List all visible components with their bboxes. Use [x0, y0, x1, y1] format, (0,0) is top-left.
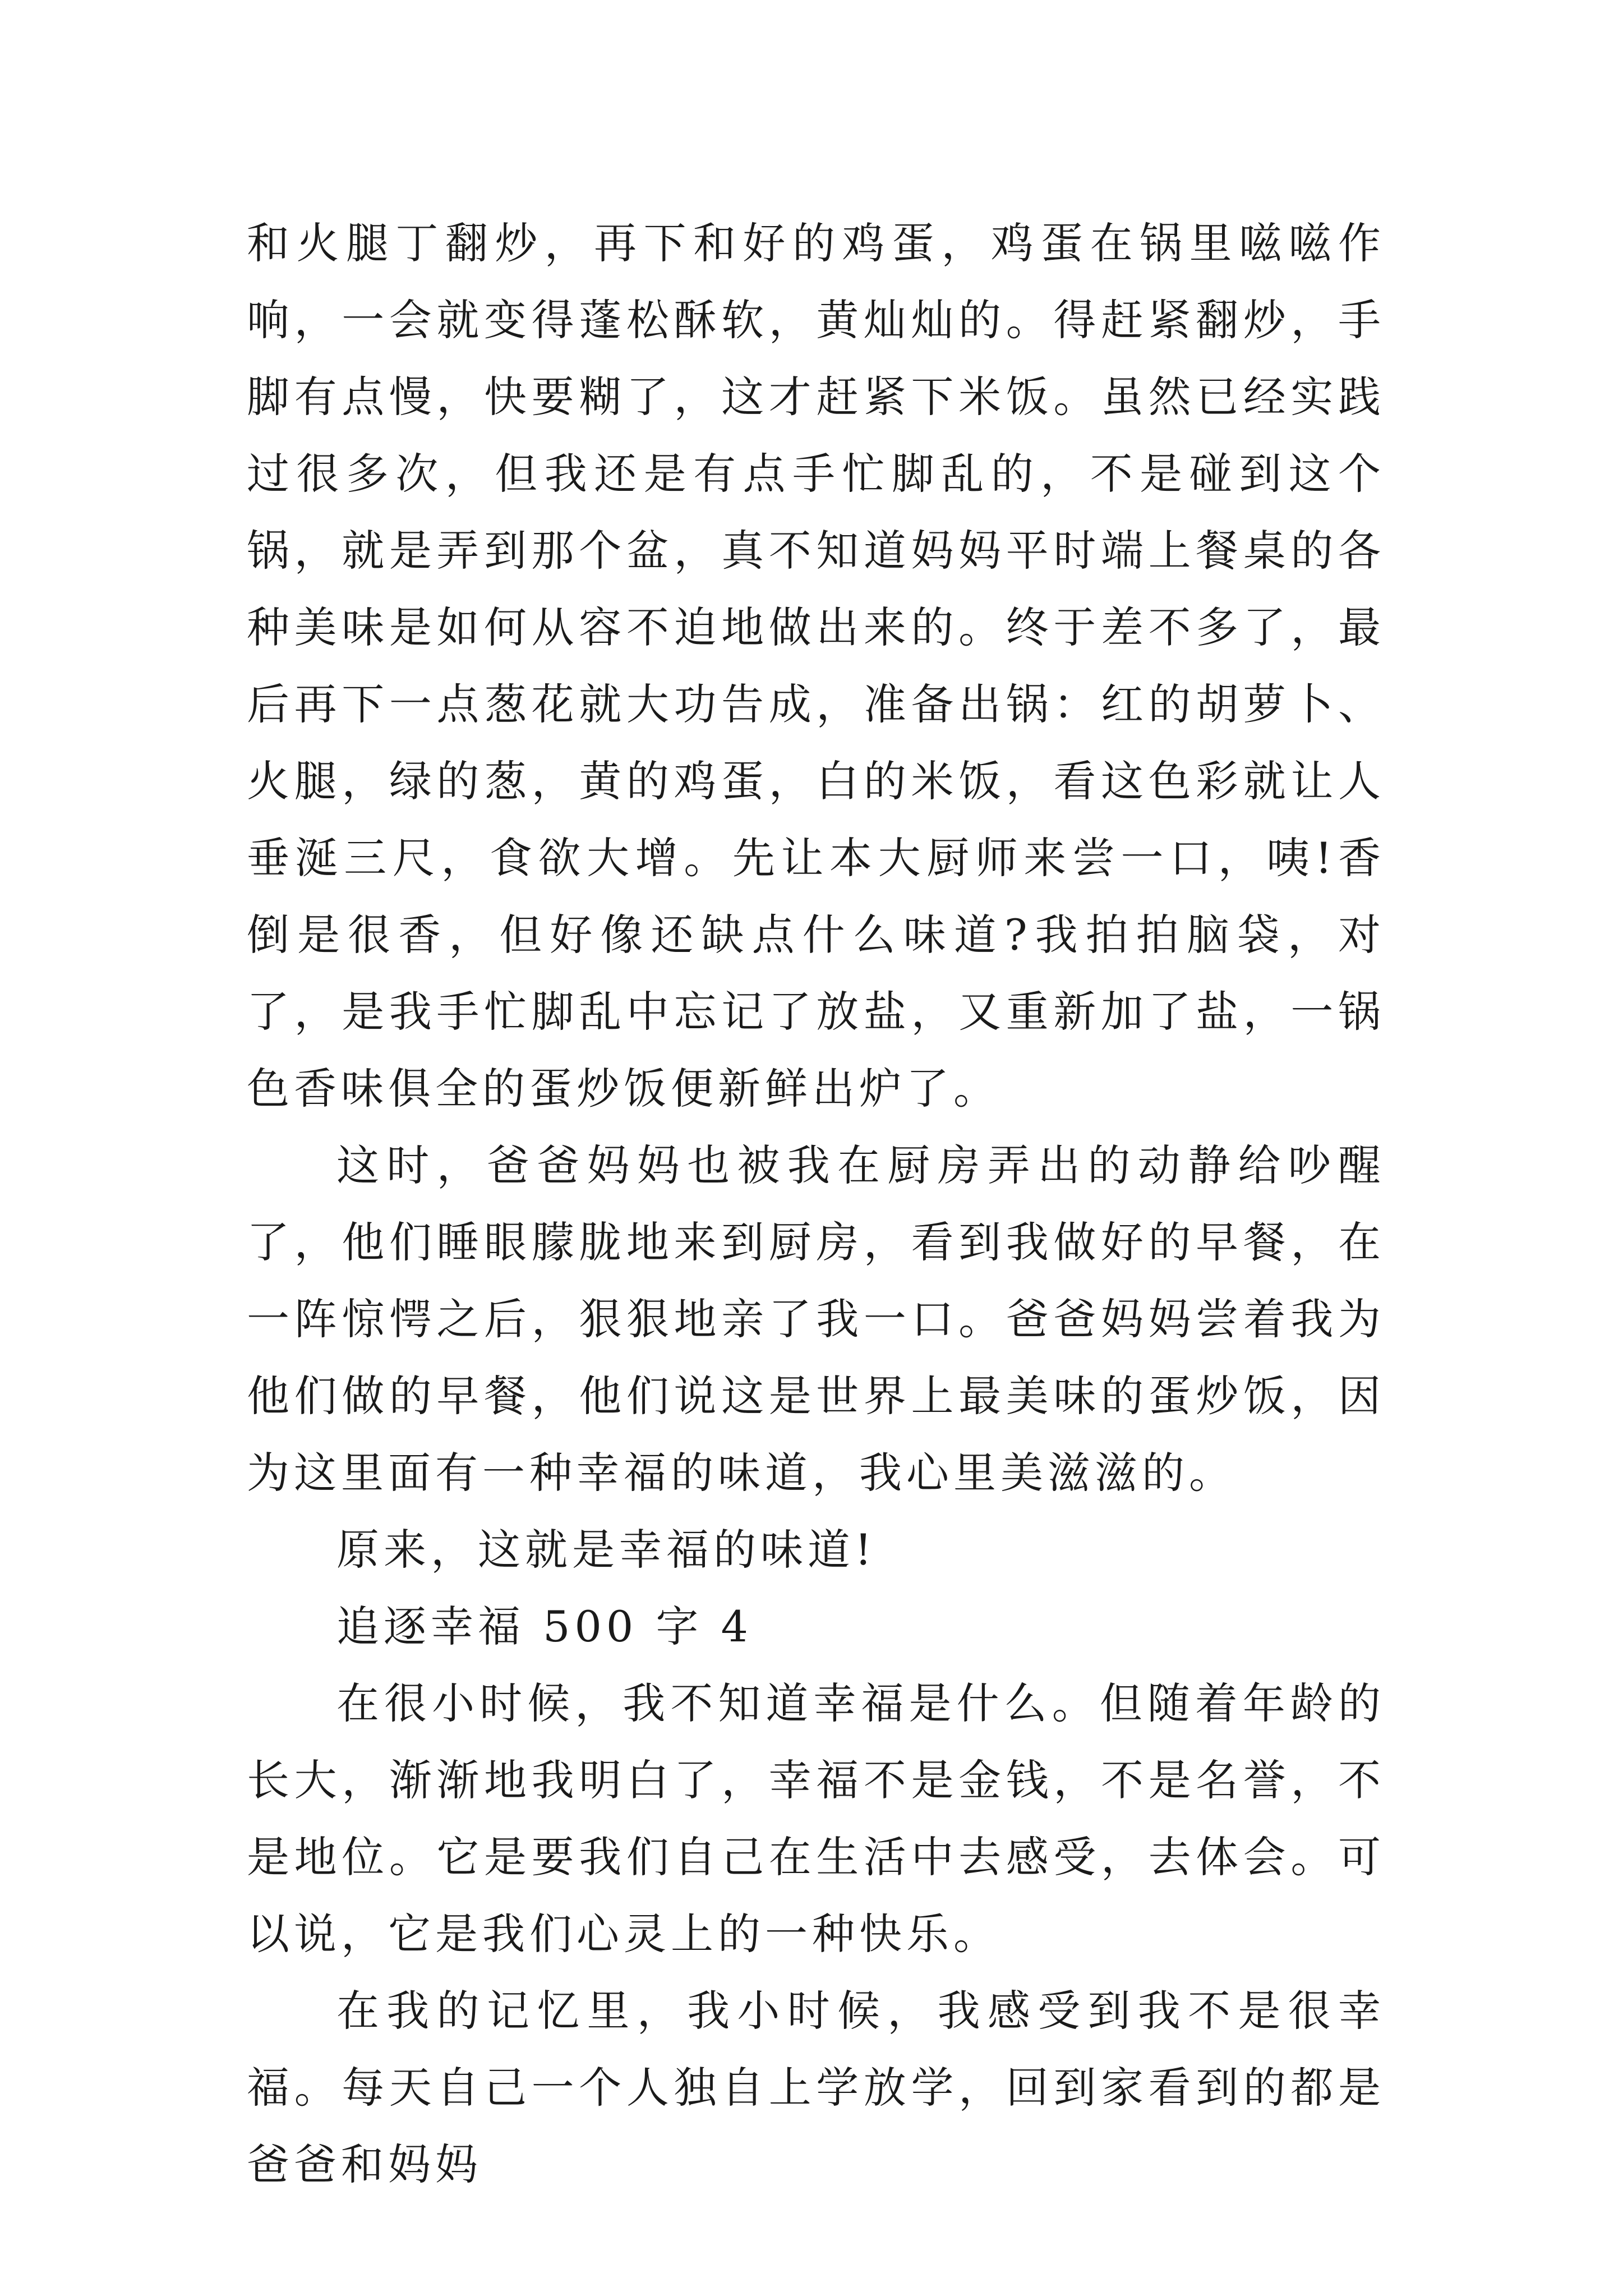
- paragraph-taste-of-happiness: 原来，这就是幸福的味道!: [336, 1525, 877, 1575]
- document-body: [247, 205, 1385, 2203]
- section-title: 追逐幸福 500 字 4: [336, 1602, 753, 1651]
- paragraph-parents-wake: 这时，爸爸妈妈也被我在厨房弄出的动静给吵醒了，他们睡眼朦胧地来到厨房，看到我做好的早餐，在一阵惊愕之后，狠狠地亲了我一口。爸爸妈妈尝着我为他们做的早餐，他们说这是世界上最美味的蛋炒饭，因为这里面有一种幸福的味道，我心里美滋滋的。: [247, 1140, 1385, 1498]
- paragraph-childhood-memory: 在我的记忆里，我小时候，我感受到我不是很幸福。每天自己一个人独自上学放学，回到家看到的都是爸爸和妈妈: [247, 1986, 1385, 2189]
- paragraph-cooking-continued: 和火腿丁翻炒，再下和好的鸡蛋，鸡蛋在锅里嗞嗞作响，一会就变得蓬松酥软，黄灿灿的。得赶紧翻炒，手脚有点慢，快要糊了，这才赶紧下米饭。虽然已经实践过很多次，但我还是有点手忙脚乱的，不是碰到这个锅，就是弄到那个盆，真不知道妈妈平时端上餐桌的各种美味是如何从容不迫地做出来的。终于差不多了，最后再下一点葱花就大功告成，准备出锅：红的胡萝卜、火腿，绿的葱，黄的鸡蛋，白的米饭，看这色彩就让人垂涎三尺，食欲大增。先让本大厨师来尝一口，咦!香倒是很香，但好像还缺点什么味道?我拍拍脑袋，对了，是我手忙脚乱中忘记了放盐，又重新加了盐，一锅色香味俱全的蛋炒饭便新鲜出炉了。: [247, 218, 1385, 1114]
- paragraph-what-is-happiness: 在很小时候，我不知道幸福是什么。但随着年龄的长大，渐渐地我明白了，幸福不是金钱，不是名誉，不是地位。它是要我们自己在生活中去感受，去体会。可以说，它是我们心灵上的一种快乐。: [247, 1678, 1385, 1959]
